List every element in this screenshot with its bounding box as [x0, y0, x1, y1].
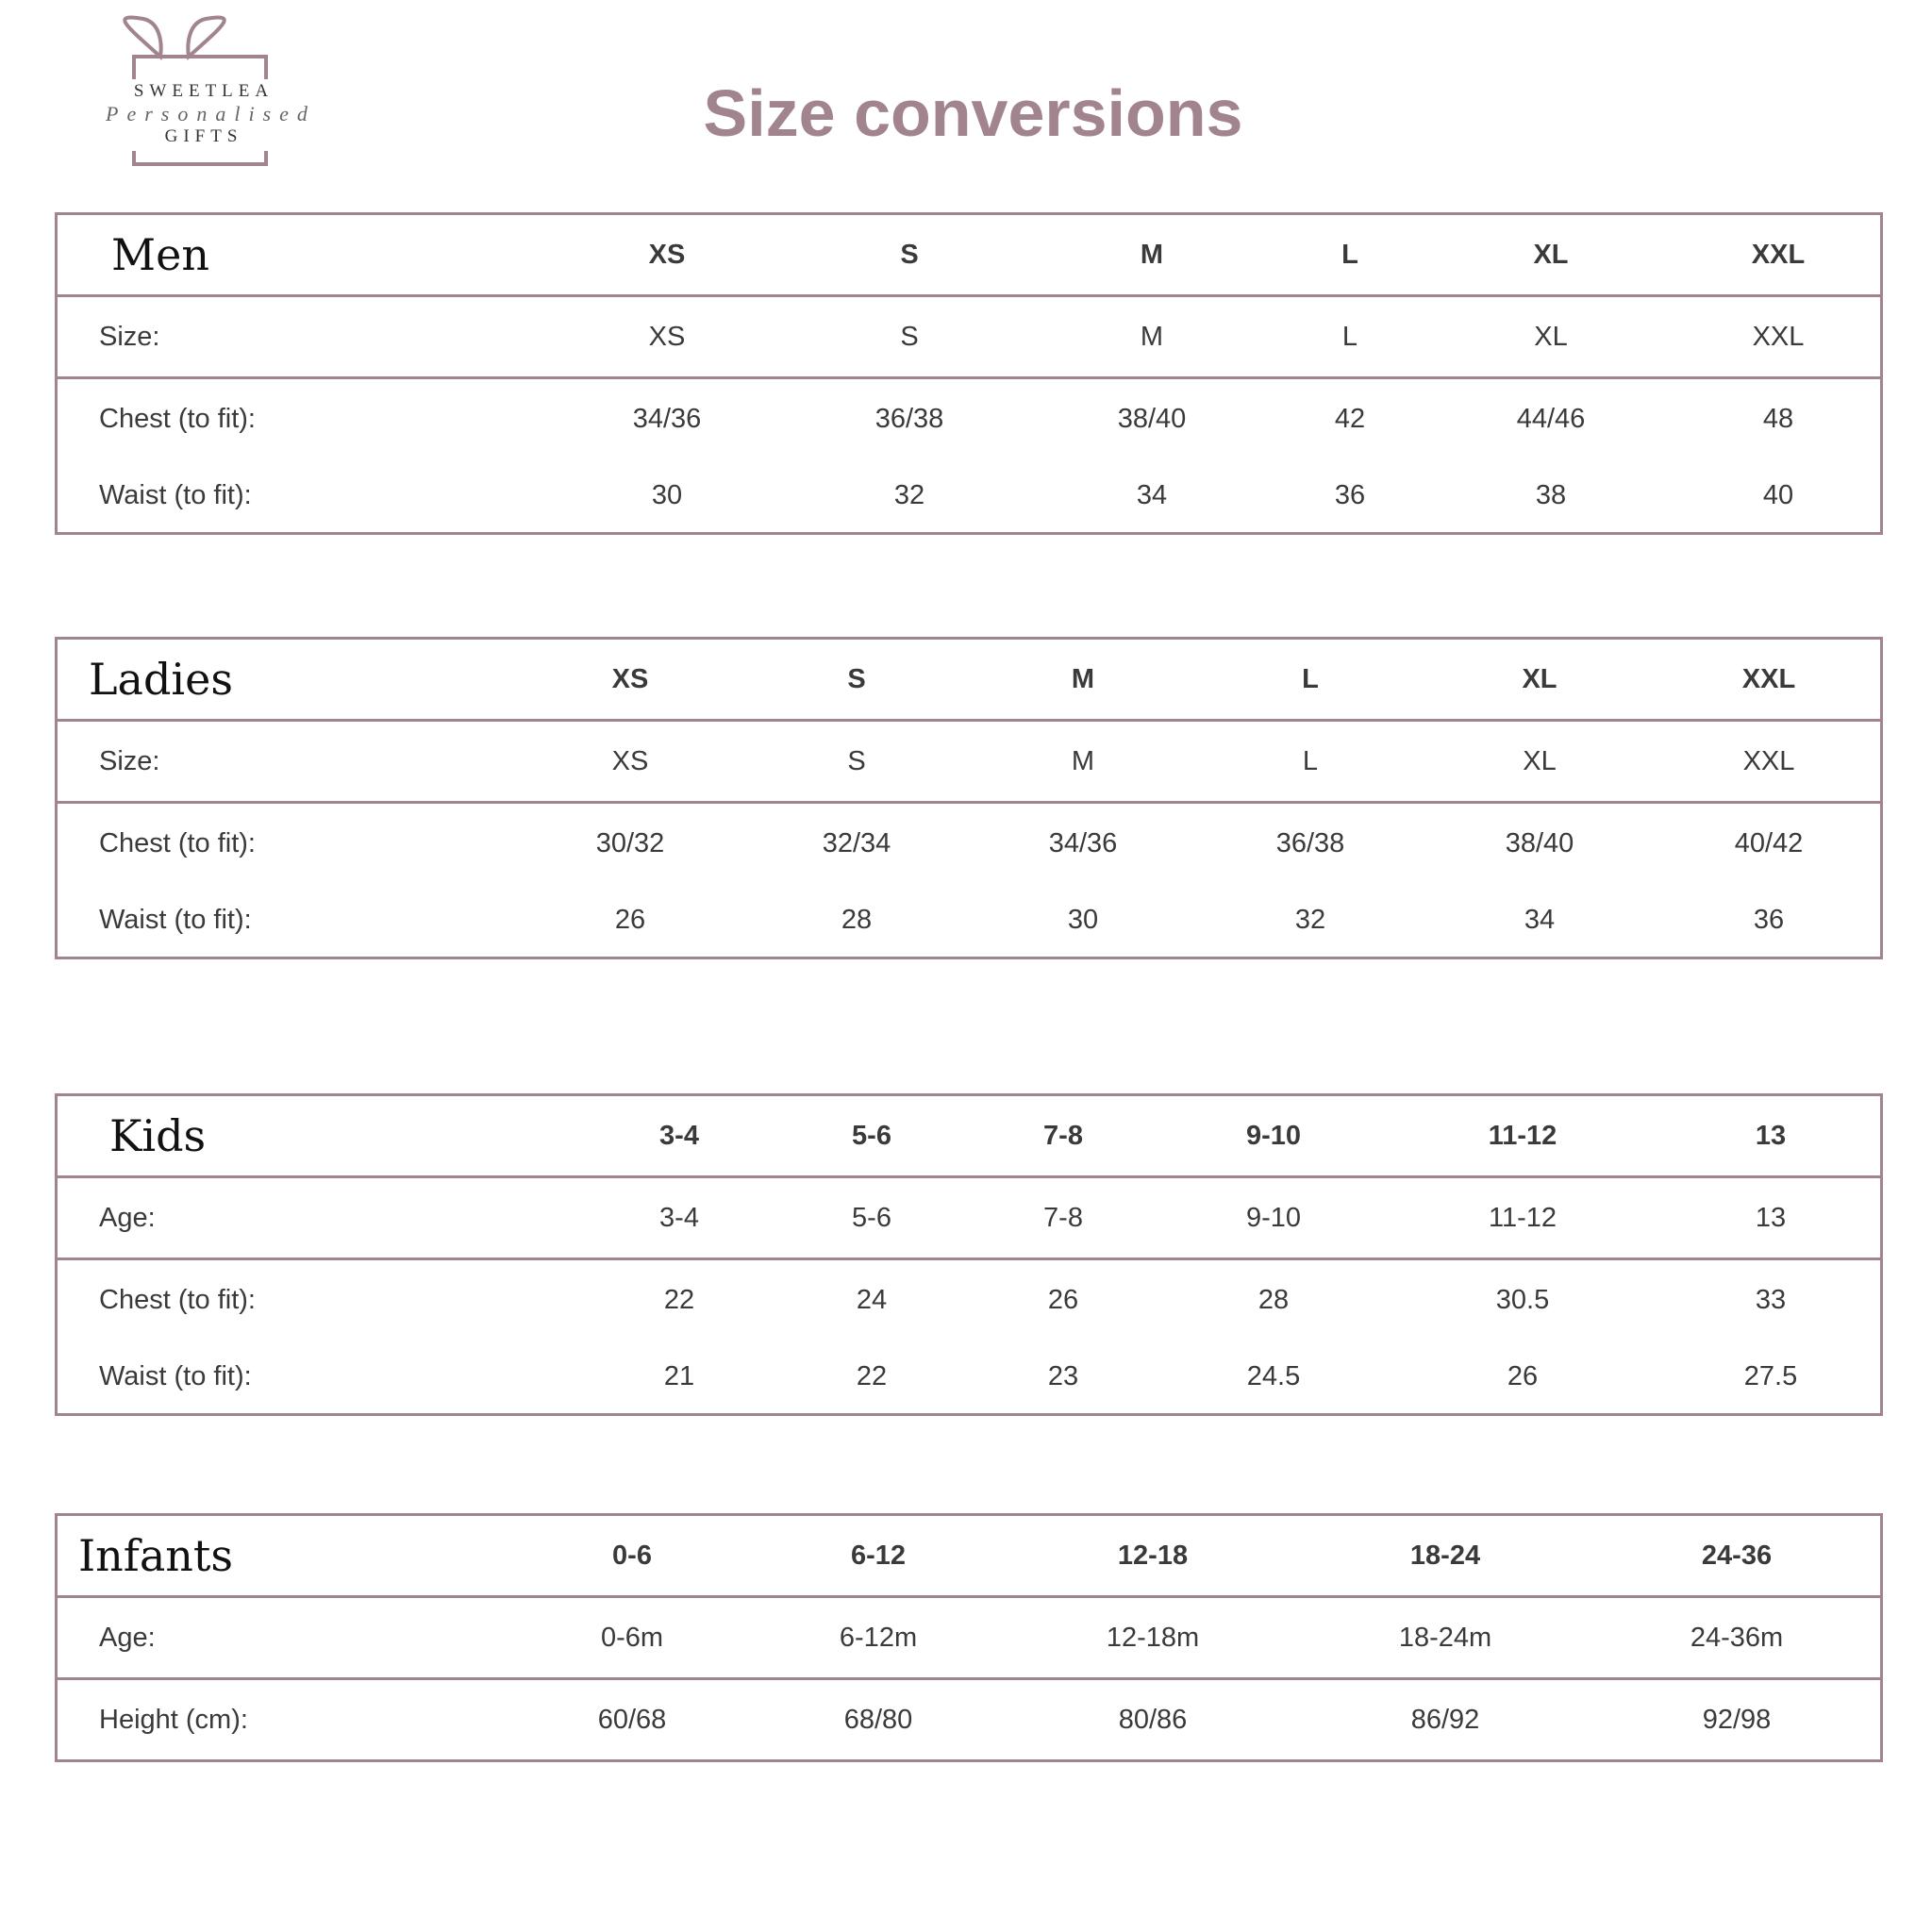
table-cell: 23	[1047, 1360, 1079, 1391]
table-cell: 68/80	[843, 1704, 913, 1735]
table-cell: 42	[1334, 403, 1366, 434]
table-cell: 22	[663, 1284, 695, 1315]
column-header: 13	[1755, 1120, 1787, 1151]
table-cell: 18-24m	[1398, 1622, 1492, 1653]
table-cell: 24-36m	[1690, 1622, 1784, 1653]
column-header: L	[1302, 663, 1319, 694]
table-row	[58, 883, 1880, 957]
table-cell: 12-18m	[1106, 1622, 1200, 1653]
column-header: XL	[1533, 239, 1569, 270]
column-header: M	[1140, 239, 1164, 270]
table-cell: 11-12	[1488, 1202, 1557, 1233]
table-cell: L	[1341, 321, 1358, 352]
column-header: 6-12	[850, 1540, 907, 1571]
row-label: Waist (to fit):	[99, 1360, 252, 1391]
row-label: Chest (to fit):	[99, 827, 256, 858]
table-row	[58, 1595, 1880, 1677]
table-row	[58, 719, 1880, 801]
table-cell: XL	[1523, 745, 1557, 776]
table-cell: 32	[893, 479, 925, 510]
row-label: Height (cm):	[99, 1704, 248, 1735]
table-cell: 44/46	[1516, 403, 1586, 434]
table-row	[58, 376, 1880, 458]
table-cell: 32	[1294, 904, 1326, 935]
table-row	[58, 1340, 1880, 1413]
table-row	[58, 801, 1880, 883]
table-row	[58, 1677, 1880, 1759]
brand-suffix: GIFTS	[164, 126, 243, 146]
kids-size-table	[55, 1093, 1883, 1416]
row-label: Chest (to fit):	[99, 403, 256, 434]
table-cell: 26	[1507, 1360, 1539, 1391]
row-label: Waist (to fit):	[99, 479, 252, 510]
table-cell: S	[847, 745, 866, 776]
table-cell: 38/40	[1505, 827, 1574, 858]
column-header: 9-10	[1245, 1120, 1302, 1151]
column-header: 11-12	[1488, 1120, 1557, 1151]
table-cell: 6-12m	[839, 1622, 918, 1653]
table-cell: 3-4	[659, 1202, 699, 1233]
table-cell: 60/68	[597, 1704, 667, 1735]
table-header-row	[58, 1096, 1880, 1175]
row-label: Age:	[99, 1202, 156, 1233]
row-label: Age:	[99, 1622, 156, 1653]
infants-size-table	[55, 1513, 1883, 1762]
table-cell: 30	[651, 479, 683, 510]
row-label: Waist (to fit):	[99, 904, 252, 935]
table-cell: 7-8	[1043, 1202, 1083, 1233]
column-header: 24-36	[1701, 1540, 1773, 1571]
table-cell: 27.5	[1743, 1360, 1798, 1391]
table-row	[58, 1175, 1880, 1257]
table-cell: XXL	[1752, 321, 1805, 352]
table-cell: 40/42	[1734, 827, 1804, 858]
table-cell: 86/92	[1410, 1704, 1480, 1735]
column-header: 12-18	[1117, 1540, 1189, 1571]
ladies-size-table	[55, 637, 1883, 959]
table-cell: 22	[856, 1360, 888, 1391]
column-header: S	[900, 239, 919, 270]
table-cell: 38	[1535, 479, 1567, 510]
column-header: 7-8	[1043, 1120, 1083, 1151]
table-row	[58, 458, 1880, 532]
column-header: XS	[611, 663, 649, 694]
row-label: Chest (to fit):	[99, 1284, 256, 1315]
table-cell: 26	[1047, 1284, 1079, 1315]
table-cell: 34/36	[632, 403, 702, 434]
table-cell: 28	[1257, 1284, 1290, 1315]
table-cell: M	[1071, 745, 1095, 776]
page-title: Size conversions	[703, 76, 1243, 150]
table-cell: 34	[1136, 479, 1168, 510]
column-header: XS	[648, 239, 686, 270]
table-cell: M	[1140, 321, 1164, 352]
column-header: 0-6	[612, 1540, 652, 1571]
table-cell: 30/32	[595, 827, 665, 858]
column-header: XXL	[1751, 239, 1806, 270]
table-cell: 36/38	[1275, 827, 1345, 858]
brand-name: SWEETLEA	[133, 81, 275, 101]
table-cell: 30	[1067, 904, 1099, 935]
table-cell: 26	[614, 904, 646, 935]
table-header-row	[58, 1516, 1880, 1595]
column-header: XL	[1522, 663, 1557, 694]
table-cell: 30.5	[1495, 1284, 1550, 1315]
column-header: L	[1341, 239, 1358, 270]
table-cell: XL	[1534, 321, 1568, 352]
row-label: Size:	[99, 745, 160, 776]
table-cell: 80/86	[1118, 1704, 1188, 1735]
table-cell: 9-10	[1245, 1202, 1302, 1233]
column-header: XXL	[1741, 663, 1796, 694]
table-cell: XS	[648, 321, 686, 352]
column-header: 5-6	[852, 1120, 891, 1151]
brand-tagline: Personalised	[106, 102, 316, 125]
table-cell: 0-6m	[600, 1622, 664, 1653]
table-cell: 34/36	[1048, 827, 1118, 858]
table-cell: 40	[1762, 479, 1794, 510]
section-title-ladies: Ladies	[89, 654, 233, 705]
table-cell: 36	[1334, 479, 1366, 510]
table-cell: 5-6	[852, 1202, 891, 1233]
table-header-row	[58, 640, 1880, 719]
table-cell: XXL	[1742, 745, 1795, 776]
section-title-kids: Kids	[109, 1110, 207, 1161]
table-cell: 32/34	[822, 827, 891, 858]
table-cell: 38/40	[1117, 403, 1187, 434]
section-title-infants: Infants	[78, 1530, 233, 1581]
table-cell: 33	[1755, 1284, 1787, 1315]
table-cell: 13	[1755, 1202, 1787, 1233]
men-size-table	[55, 212, 1883, 535]
column-header: S	[847, 663, 866, 694]
table-cell: S	[900, 321, 919, 352]
column-header: 3-4	[659, 1120, 699, 1151]
table-cell: 34	[1524, 904, 1556, 935]
table-cell: 48	[1762, 403, 1794, 434]
row-label: Size:	[99, 321, 160, 352]
table-cell: XS	[611, 745, 649, 776]
table-row	[58, 294, 1880, 376]
table-cell: 24	[856, 1284, 888, 1315]
table-cell: 21	[663, 1360, 695, 1391]
table-cell: 24.5	[1246, 1360, 1301, 1391]
table-cell: 36/38	[874, 403, 944, 434]
column-header: M	[1071, 663, 1095, 694]
table-row	[58, 1257, 1880, 1340]
section-title-men: Men	[111, 229, 209, 280]
table-cell: 36	[1753, 904, 1785, 935]
column-header: 18-24	[1409, 1540, 1481, 1571]
table-cell: 28	[841, 904, 873, 935]
table-cell: L	[1302, 745, 1319, 776]
table-cell: 92/98	[1702, 1704, 1772, 1735]
table-header-row	[58, 215, 1880, 294]
